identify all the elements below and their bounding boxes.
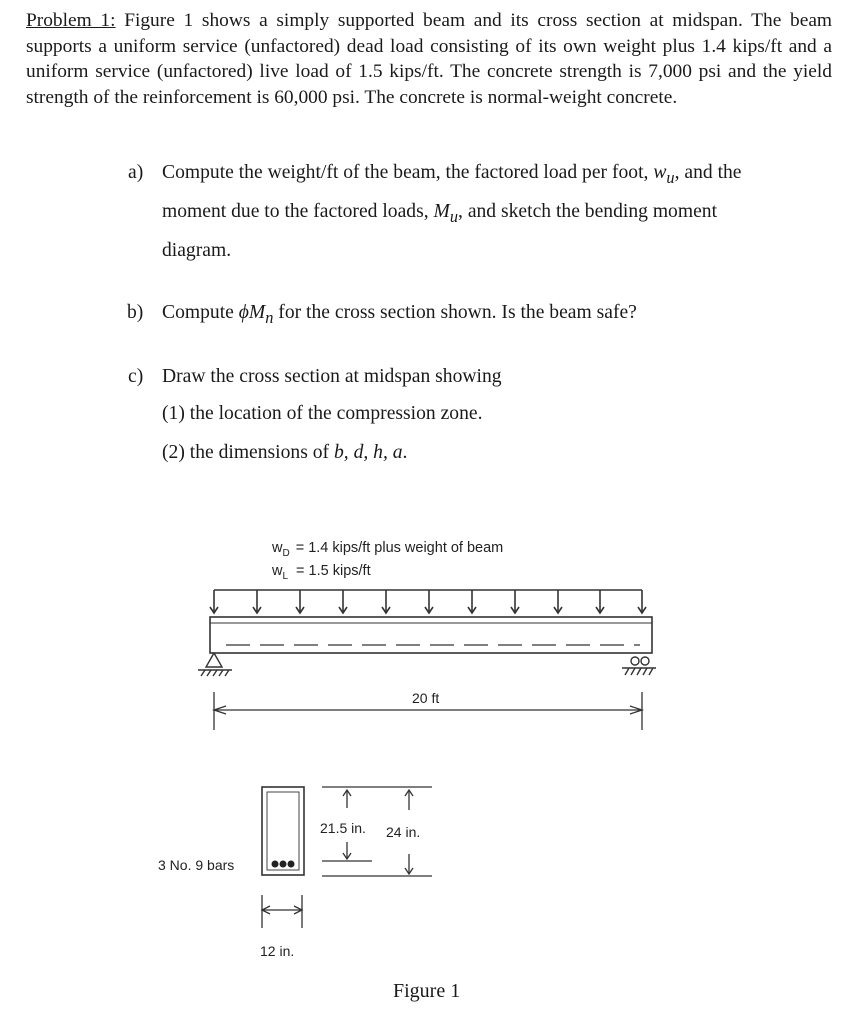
part-c-item1: (1) the location of the compression zone. <box>162 403 483 424</box>
distributed-load <box>210 590 646 613</box>
h-label: 24 in. <box>386 824 421 840</box>
beam-diagram <box>0 520 853 1024</box>
beam-figure <box>0 520 853 1024</box>
part-c-line1: Draw the cross section at midspan showing <box>162 366 502 387</box>
part-c-item2: (2) the dimensions of b, d, h, a. <box>162 442 408 463</box>
part-b-text: Compute $\phi M_n$ for the cross section shown. Is the beam safe? <box>162 302 637 327</box>
span-label: 20 ft <box>412 690 440 706</box>
part-a-line2: moment due to the factored loads, $M_u$, and sketch the bending moment <box>162 201 718 226</box>
width-label: 12 in. <box>260 943 295 959</box>
beam-body <box>210 617 652 653</box>
d-label: 21.5 in. <box>320 820 366 836</box>
left-pin-support <box>198 653 232 676</box>
problem-label: Problem 1: <box>26 10 116 31</box>
cross-section <box>262 787 304 875</box>
bars-label: 3 No. 9 bars <box>158 857 235 873</box>
rebar-1 <box>272 861 279 868</box>
width-dimension <box>262 895 302 928</box>
part-b-marker: b) <box>127 302 144 323</box>
part-a-line1: Compute the weight/ft of the beam, the factored load per foot, $w_u$, and the <box>162 162 742 187</box>
rebar-2 <box>280 861 287 868</box>
part-a-line3: diagram. <box>162 240 232 261</box>
rebar-3 <box>288 861 295 868</box>
problem-text: Figure 1 shows a simply supported beam and its cross section at midspan. The beam supports a uniform service (unfactored) dead load consisting of its own weight plus 1.4 kips/ft and a uniform service (unfactored) live load of 1.5 kips/ft. The concrete strength is 7,000 psi and the yield strength of the reinforcement is 60,000 psi. The concrete is normal-weight concrete. <box>26 10 833 108</box>
part-c-marker: c) <box>128 366 144 387</box>
dead-load-label: $w_D = 1.4$ kips/ft plus weight of beam <box>272 540 504 559</box>
live-load-label: $w_L = 1.5$ kips/ft <box>272 563 371 582</box>
figure-caption: Figure 1 <box>393 980 461 1002</box>
problem-statement <box>26 8 832 110</box>
right-roller-support <box>622 657 656 675</box>
part-a-marker: a) <box>128 162 144 183</box>
